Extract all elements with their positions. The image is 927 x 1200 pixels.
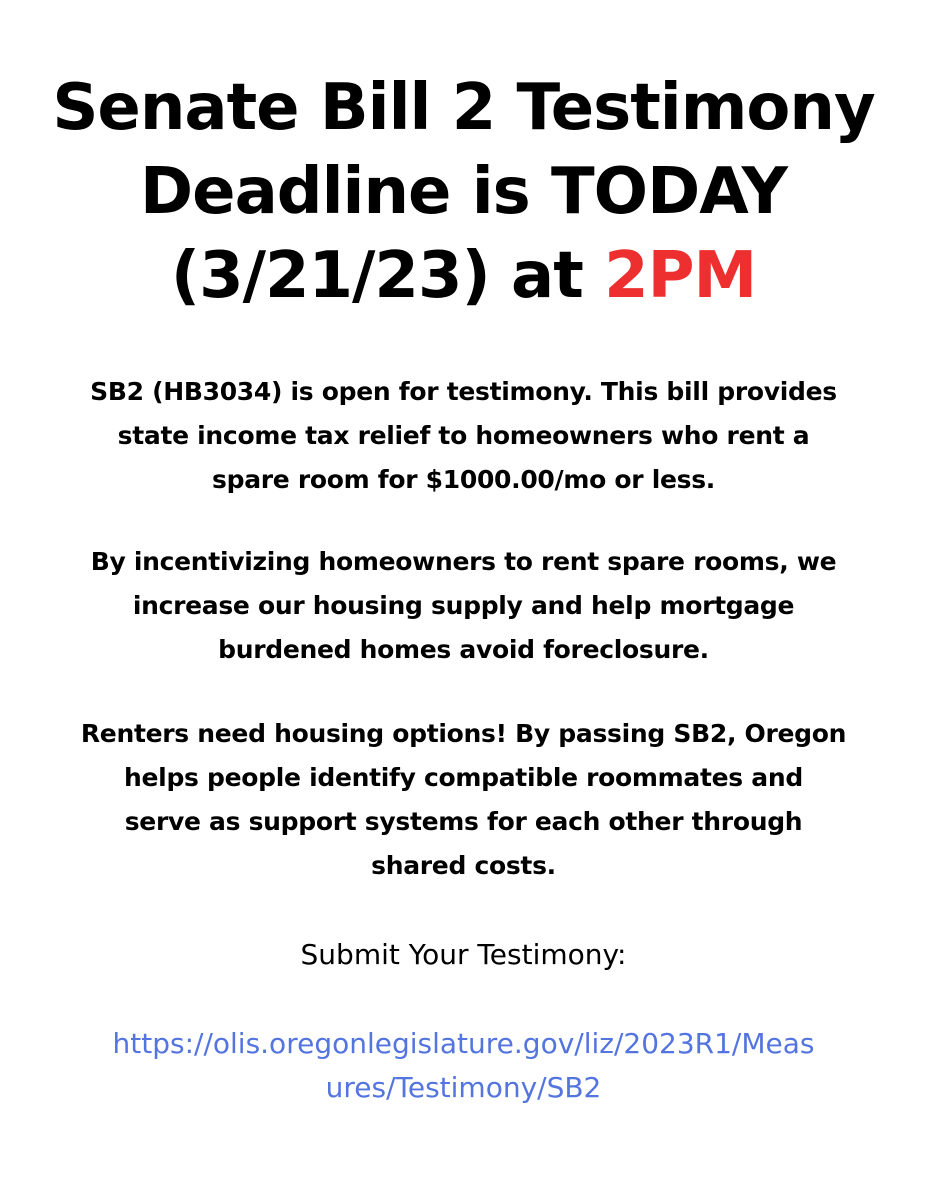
- deadline-date: (3/21/23) at: [170, 239, 605, 313]
- deadline-time: 2PM: [604, 239, 757, 313]
- renters-paragraph: [0, 712, 927, 888]
- paragraph-line: SB2 (HB3034) is open for testimony. This bill provides: [90, 377, 837, 406]
- incentive-paragraph: [0, 540, 927, 672]
- page-title: [0, 66, 927, 318]
- paragraph-line: spare room for $1000.00/mo or less.: [212, 465, 715, 494]
- testimony-link-line-2: ures/Testimony/SB2: [325, 1071, 602, 1104]
- paragraph-line: increase our housing supply and help mortgage: [132, 591, 795, 620]
- paragraph-line: helps people identify compatible roommates and: [124, 763, 803, 792]
- paragraph-line: shared costs.: [371, 851, 556, 880]
- testimony-link[interactable]: [0, 1022, 927, 1110]
- paragraph-line: state income tax relief to homeowners who rent a: [117, 421, 810, 450]
- title-line-2: Deadline is TODAY: [140, 155, 787, 229]
- paragraph-line: burdened homes avoid foreclosure.: [218, 635, 709, 664]
- bill-description-paragraph: [0, 370, 927, 502]
- testimony-link-line-1: https://olis.oregonlegislature.gov/liz/2023R1/Meas: [112, 1027, 815, 1060]
- paragraph-line: By incentivizing homeowners to rent spare rooms, we: [90, 547, 837, 576]
- paragraph-line: Renters need housing options! By passing SB2, Oregon: [80, 719, 847, 748]
- title-line-3: [0, 234, 927, 318]
- paragraph-line: serve as support systems for each other through: [124, 807, 803, 836]
- title-line-1: Senate Bill 2 Testimony: [52, 71, 875, 145]
- submit-testimony-label: Submit Your Testimony:: [300, 938, 627, 971]
